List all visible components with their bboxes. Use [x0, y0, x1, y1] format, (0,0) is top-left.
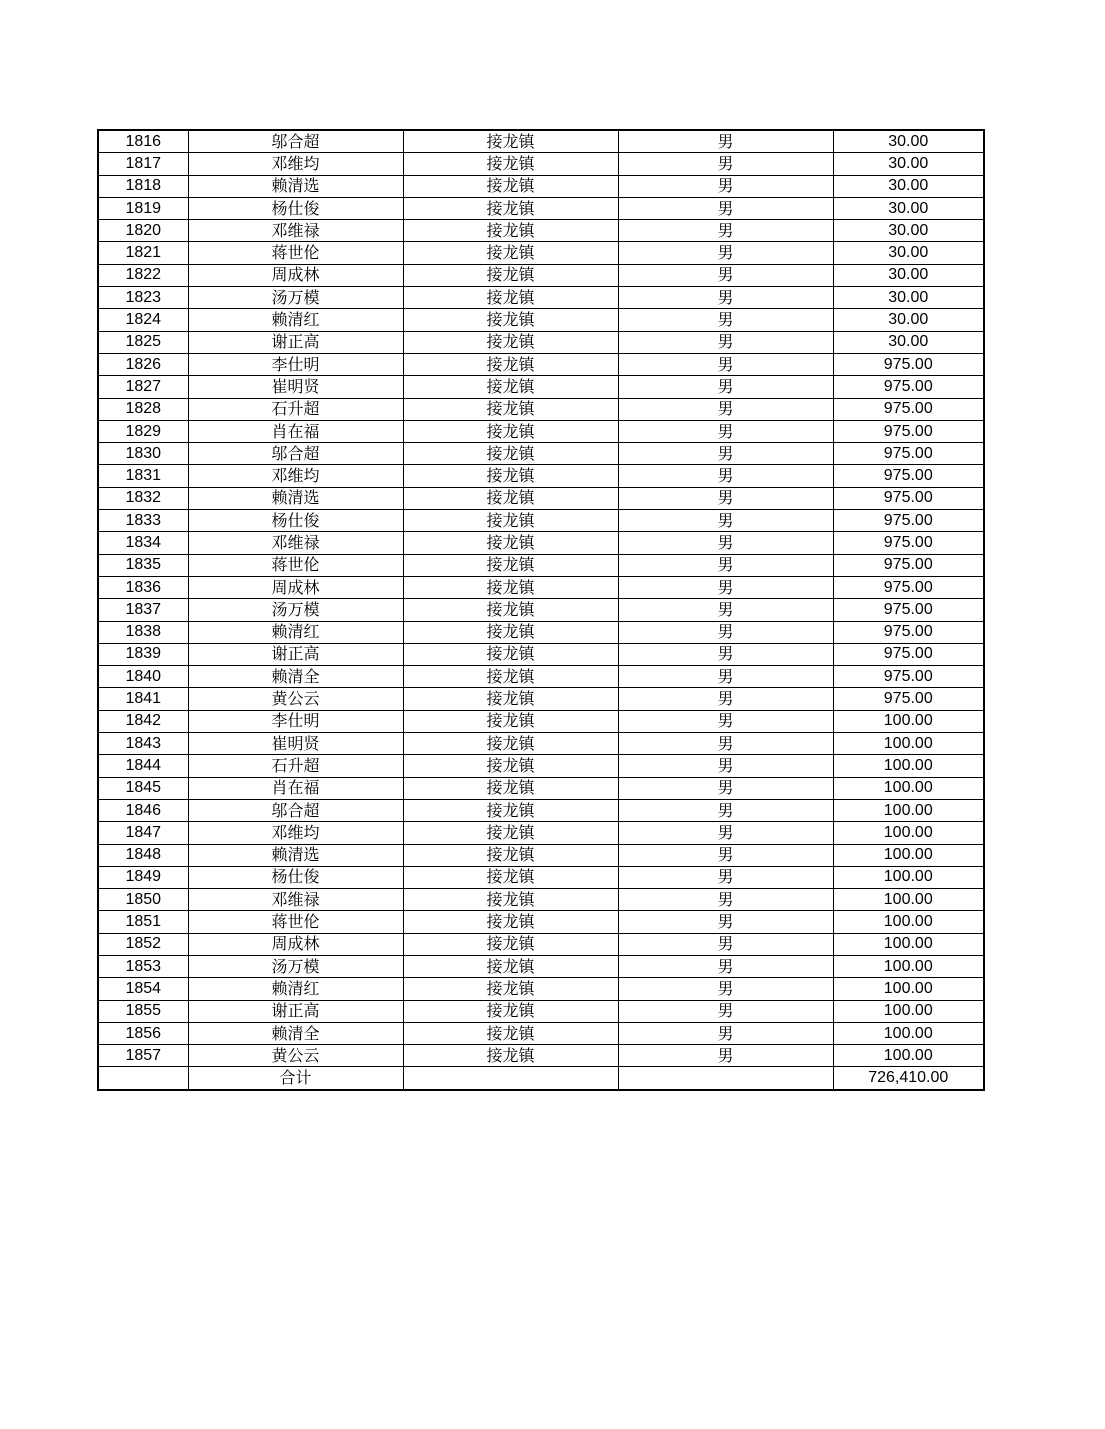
- amount: 30.00: [833, 220, 984, 242]
- table-row: [98, 911, 984, 933]
- table-row: [98, 331, 984, 353]
- table-row: [98, 688, 984, 710]
- table-body: [98, 130, 984, 1067]
- gender: 男: [618, 376, 833, 398]
- table-row: [98, 130, 984, 153]
- row-number: 1853: [98, 955, 188, 977]
- gender: 男: [618, 242, 833, 264]
- person-name: 崔明贤: [188, 376, 403, 398]
- table-row: [98, 866, 984, 888]
- row-number: 1843: [98, 733, 188, 755]
- person-name: 肖在福: [188, 420, 403, 442]
- table-row: [98, 777, 984, 799]
- row-number: 1851: [98, 911, 188, 933]
- gender: 男: [618, 576, 833, 598]
- gender: 男: [618, 933, 833, 955]
- gender: 男: [618, 666, 833, 688]
- row-number: 1836: [98, 576, 188, 598]
- row-number: 1816: [98, 130, 188, 153]
- town-name: 接龙镇: [403, 1045, 618, 1067]
- row-number: 1845: [98, 777, 188, 799]
- table-row: [98, 510, 984, 532]
- table-row: [98, 376, 984, 398]
- total-gender-cell: [618, 1067, 833, 1090]
- table-row: [98, 353, 984, 375]
- person-name: 赖清红: [188, 309, 403, 331]
- person-name: 汤万模: [188, 287, 403, 309]
- person-name: 邓维均: [188, 822, 403, 844]
- person-name: 李仕明: [188, 710, 403, 732]
- town-name: 接龙镇: [403, 264, 618, 286]
- person-name: 赖清选: [188, 844, 403, 866]
- amount: 30.00: [833, 130, 984, 153]
- amount: 975.00: [833, 420, 984, 442]
- town-name: 接龙镇: [403, 844, 618, 866]
- person-name: 周成林: [188, 933, 403, 955]
- gender: 男: [618, 197, 833, 219]
- person-name: 邓维禄: [188, 220, 403, 242]
- amount: 975.00: [833, 443, 984, 465]
- amount: 975.00: [833, 576, 984, 598]
- town-name: 接龙镇: [403, 889, 618, 911]
- table-row: [98, 175, 984, 197]
- gender: 男: [618, 220, 833, 242]
- town-name: 接龙镇: [403, 733, 618, 755]
- amount: 30.00: [833, 175, 984, 197]
- person-name: 杨仕俊: [188, 197, 403, 219]
- gender: 男: [618, 643, 833, 665]
- row-number: 1817: [98, 153, 188, 175]
- row-number: 1829: [98, 420, 188, 442]
- table-row: [98, 599, 984, 621]
- town-name: 接龙镇: [403, 376, 618, 398]
- row-number: 1824: [98, 309, 188, 331]
- amount: 100.00: [833, 733, 984, 755]
- amount: 30.00: [833, 197, 984, 219]
- town-name: 接龙镇: [403, 175, 618, 197]
- gender: 男: [618, 1000, 833, 1022]
- person-name: 崔明贤: [188, 733, 403, 755]
- table-row: [98, 1000, 984, 1022]
- person-name: 周成林: [188, 264, 403, 286]
- amount: 30.00: [833, 242, 984, 264]
- row-number: 1831: [98, 465, 188, 487]
- table-row: [98, 153, 984, 175]
- table-row: [98, 844, 984, 866]
- amount: 975.00: [833, 688, 984, 710]
- town-name: 接龙镇: [403, 465, 618, 487]
- amount: 100.00: [833, 866, 984, 888]
- town-name: 接龙镇: [403, 197, 618, 219]
- town-name: 接龙镇: [403, 643, 618, 665]
- table-row: [98, 933, 984, 955]
- person-name: 石升超: [188, 398, 403, 420]
- amount: 100.00: [833, 1022, 984, 1044]
- table-row: [98, 220, 984, 242]
- gender: 男: [618, 911, 833, 933]
- person-name: 邓维均: [188, 465, 403, 487]
- row-number: 1818: [98, 175, 188, 197]
- table-row: [98, 755, 984, 777]
- amount: 100.00: [833, 978, 984, 1000]
- person-name: 赖清全: [188, 1022, 403, 1044]
- town-name: 接龙镇: [403, 866, 618, 888]
- person-name: 谢正高: [188, 643, 403, 665]
- town-name: 接龙镇: [403, 822, 618, 844]
- amount: 100.00: [833, 955, 984, 977]
- table-row: [98, 398, 984, 420]
- town-name: 接龙镇: [403, 1000, 618, 1022]
- town-name: 接龙镇: [403, 688, 618, 710]
- person-name: 谢正高: [188, 331, 403, 353]
- table-row: [98, 733, 984, 755]
- row-number: 1828: [98, 398, 188, 420]
- person-name: 杨仕俊: [188, 866, 403, 888]
- person-name: 邬合超: [188, 443, 403, 465]
- table-row: [98, 955, 984, 977]
- row-number: 1840: [98, 666, 188, 688]
- amount: 100.00: [833, 889, 984, 911]
- amount: 975.00: [833, 487, 984, 509]
- row-number: 1852: [98, 933, 188, 955]
- gender: 男: [618, 175, 833, 197]
- gender: 男: [618, 822, 833, 844]
- row-number: 1857: [98, 1045, 188, 1067]
- row-number: 1835: [98, 554, 188, 576]
- gender: 男: [618, 353, 833, 375]
- town-name: 接龙镇: [403, 420, 618, 442]
- amount: 100.00: [833, 911, 984, 933]
- amount: 975.00: [833, 599, 984, 621]
- row-number: 1830: [98, 443, 188, 465]
- amount: 100.00: [833, 822, 984, 844]
- person-name: 邬合超: [188, 130, 403, 153]
- amount: 100.00: [833, 933, 984, 955]
- person-name: 邓维均: [188, 153, 403, 175]
- table-row: [98, 889, 984, 911]
- row-number: 1838: [98, 621, 188, 643]
- person-name: 邓维禄: [188, 889, 403, 911]
- town-name: 接龙镇: [403, 398, 618, 420]
- gender: 男: [618, 510, 833, 532]
- table-row: [98, 487, 984, 509]
- row-number: 1819: [98, 197, 188, 219]
- row-number: 1849: [98, 866, 188, 888]
- row-number: 1823: [98, 287, 188, 309]
- person-name: 黄公云: [188, 688, 403, 710]
- gender: 男: [618, 532, 833, 554]
- person-name: 邬合超: [188, 799, 403, 821]
- total-town-cell: [403, 1067, 618, 1090]
- total-row: [98, 1067, 984, 1090]
- town-name: 接龙镇: [403, 220, 618, 242]
- table-row: [98, 197, 984, 219]
- town-name: 接龙镇: [403, 287, 618, 309]
- town-name: 接龙镇: [403, 777, 618, 799]
- person-name: 蒋世伦: [188, 242, 403, 264]
- town-name: 接龙镇: [403, 755, 618, 777]
- amount: 975.00: [833, 666, 984, 688]
- gender: 男: [618, 599, 833, 621]
- town-name: 接龙镇: [403, 1022, 618, 1044]
- amount: 975.00: [833, 510, 984, 532]
- person-name: 蒋世伦: [188, 911, 403, 933]
- gender: 男: [618, 487, 833, 509]
- table-row: [98, 799, 984, 821]
- gender: 男: [618, 420, 833, 442]
- gender: 男: [618, 866, 833, 888]
- amount: 975.00: [833, 621, 984, 643]
- person-name: 石升超: [188, 755, 403, 777]
- person-name: 赖清红: [188, 621, 403, 643]
- person-name: 赖清选: [188, 175, 403, 197]
- town-name: 接龙镇: [403, 309, 618, 331]
- amount: 975.00: [833, 465, 984, 487]
- amount: 100.00: [833, 755, 984, 777]
- person-name: 谢正高: [188, 1000, 403, 1022]
- person-name: 赖清选: [188, 487, 403, 509]
- gender: 男: [618, 688, 833, 710]
- table-row: [98, 1045, 984, 1067]
- row-number: 1854: [98, 978, 188, 1000]
- person-name: 黄公云: [188, 1045, 403, 1067]
- row-number: 1839: [98, 643, 188, 665]
- total-label: 合计: [188, 1067, 403, 1090]
- person-name: 汤万模: [188, 955, 403, 977]
- town-name: 接龙镇: [403, 487, 618, 509]
- gender: 男: [618, 733, 833, 755]
- town-name: 接龙镇: [403, 554, 618, 576]
- amount: 30.00: [833, 264, 984, 286]
- row-number: 1850: [98, 889, 188, 911]
- amount: 100.00: [833, 844, 984, 866]
- table-row: [98, 576, 984, 598]
- town-name: 接龙镇: [403, 955, 618, 977]
- total-amount: 726,410.00: [833, 1067, 984, 1090]
- row-number: 1837: [98, 599, 188, 621]
- town-name: 接龙镇: [403, 242, 618, 264]
- person-name: 汤万模: [188, 599, 403, 621]
- row-number: 1834: [98, 532, 188, 554]
- table-row: [98, 420, 984, 442]
- table-row: [98, 666, 984, 688]
- town-name: 接龙镇: [403, 532, 618, 554]
- table-row: [98, 264, 984, 286]
- gender: 男: [618, 1045, 833, 1067]
- town-name: 接龙镇: [403, 911, 618, 933]
- person-name: 赖清全: [188, 666, 403, 688]
- gender: 男: [618, 331, 833, 353]
- gender: 男: [618, 287, 833, 309]
- table-row: [98, 1022, 984, 1044]
- gender: 男: [618, 978, 833, 1000]
- town-name: 接龙镇: [403, 978, 618, 1000]
- town-name: 接龙镇: [403, 443, 618, 465]
- town-name: 接龙镇: [403, 130, 618, 153]
- amount: 30.00: [833, 331, 984, 353]
- row-number: 1825: [98, 331, 188, 353]
- table-row: [98, 443, 984, 465]
- row-number: 1822: [98, 264, 188, 286]
- row-number: 1846: [98, 799, 188, 821]
- person-name: 周成林: [188, 576, 403, 598]
- gender: 男: [618, 443, 833, 465]
- amount: 100.00: [833, 1045, 984, 1067]
- table-row: [98, 242, 984, 264]
- amount: 975.00: [833, 398, 984, 420]
- row-number: 1856: [98, 1022, 188, 1044]
- table-row: [98, 309, 984, 331]
- amount: 30.00: [833, 153, 984, 175]
- amount: 975.00: [833, 353, 984, 375]
- table-row: [98, 554, 984, 576]
- gender: 男: [618, 755, 833, 777]
- table-row: [98, 978, 984, 1000]
- row-number: 1842: [98, 710, 188, 732]
- table-row: [98, 710, 984, 732]
- gender: 男: [618, 130, 833, 153]
- row-number: 1844: [98, 755, 188, 777]
- row-number: 1820: [98, 220, 188, 242]
- amount: 100.00: [833, 710, 984, 732]
- gender: 男: [618, 889, 833, 911]
- table-row: [98, 287, 984, 309]
- amount: 100.00: [833, 1000, 984, 1022]
- town-name: 接龙镇: [403, 710, 618, 732]
- town-name: 接龙镇: [403, 153, 618, 175]
- gender: 男: [618, 777, 833, 799]
- gender: 男: [618, 398, 833, 420]
- town-name: 接龙镇: [403, 666, 618, 688]
- town-name: 接龙镇: [403, 331, 618, 353]
- amount: 975.00: [833, 532, 984, 554]
- gender: 男: [618, 1022, 833, 1044]
- row-number: 1826: [98, 353, 188, 375]
- person-name: 杨仕俊: [188, 510, 403, 532]
- person-name: 蒋世伦: [188, 554, 403, 576]
- person-name: 李仕明: [188, 353, 403, 375]
- total-no-cell: [98, 1067, 188, 1090]
- town-name: 接龙镇: [403, 353, 618, 375]
- gender: 男: [618, 264, 833, 286]
- town-name: 接龙镇: [403, 799, 618, 821]
- table-row: [98, 532, 984, 554]
- row-number: 1833: [98, 510, 188, 532]
- gender: 男: [618, 844, 833, 866]
- gender: 男: [618, 309, 833, 331]
- gender: 男: [618, 621, 833, 643]
- amount: 100.00: [833, 799, 984, 821]
- table-row: [98, 822, 984, 844]
- person-name: 邓维禄: [188, 532, 403, 554]
- gender: 男: [618, 554, 833, 576]
- amount: 975.00: [833, 554, 984, 576]
- amount: 30.00: [833, 309, 984, 331]
- row-number: 1855: [98, 1000, 188, 1022]
- amount: 975.00: [833, 376, 984, 398]
- table-row: [98, 621, 984, 643]
- town-name: 接龙镇: [403, 621, 618, 643]
- table-row: [98, 465, 984, 487]
- town-name: 接龙镇: [403, 599, 618, 621]
- row-number: 1832: [98, 487, 188, 509]
- amount: 975.00: [833, 643, 984, 665]
- person-name: 赖清红: [188, 978, 403, 1000]
- row-number: 1847: [98, 822, 188, 844]
- table-row: [98, 643, 984, 665]
- person-name: 肖在福: [188, 777, 403, 799]
- town-name: 接龙镇: [403, 576, 618, 598]
- gender: 男: [618, 955, 833, 977]
- payment-table: [97, 129, 985, 1091]
- gender: 男: [618, 710, 833, 732]
- row-number: 1821: [98, 242, 188, 264]
- gender: 男: [618, 799, 833, 821]
- row-number: 1841: [98, 688, 188, 710]
- row-number: 1827: [98, 376, 188, 398]
- row-number: 1848: [98, 844, 188, 866]
- town-name: 接龙镇: [403, 510, 618, 532]
- amount: 100.00: [833, 777, 984, 799]
- gender: 男: [618, 465, 833, 487]
- gender: 男: [618, 153, 833, 175]
- amount: 30.00: [833, 287, 984, 309]
- town-name: 接龙镇: [403, 933, 618, 955]
